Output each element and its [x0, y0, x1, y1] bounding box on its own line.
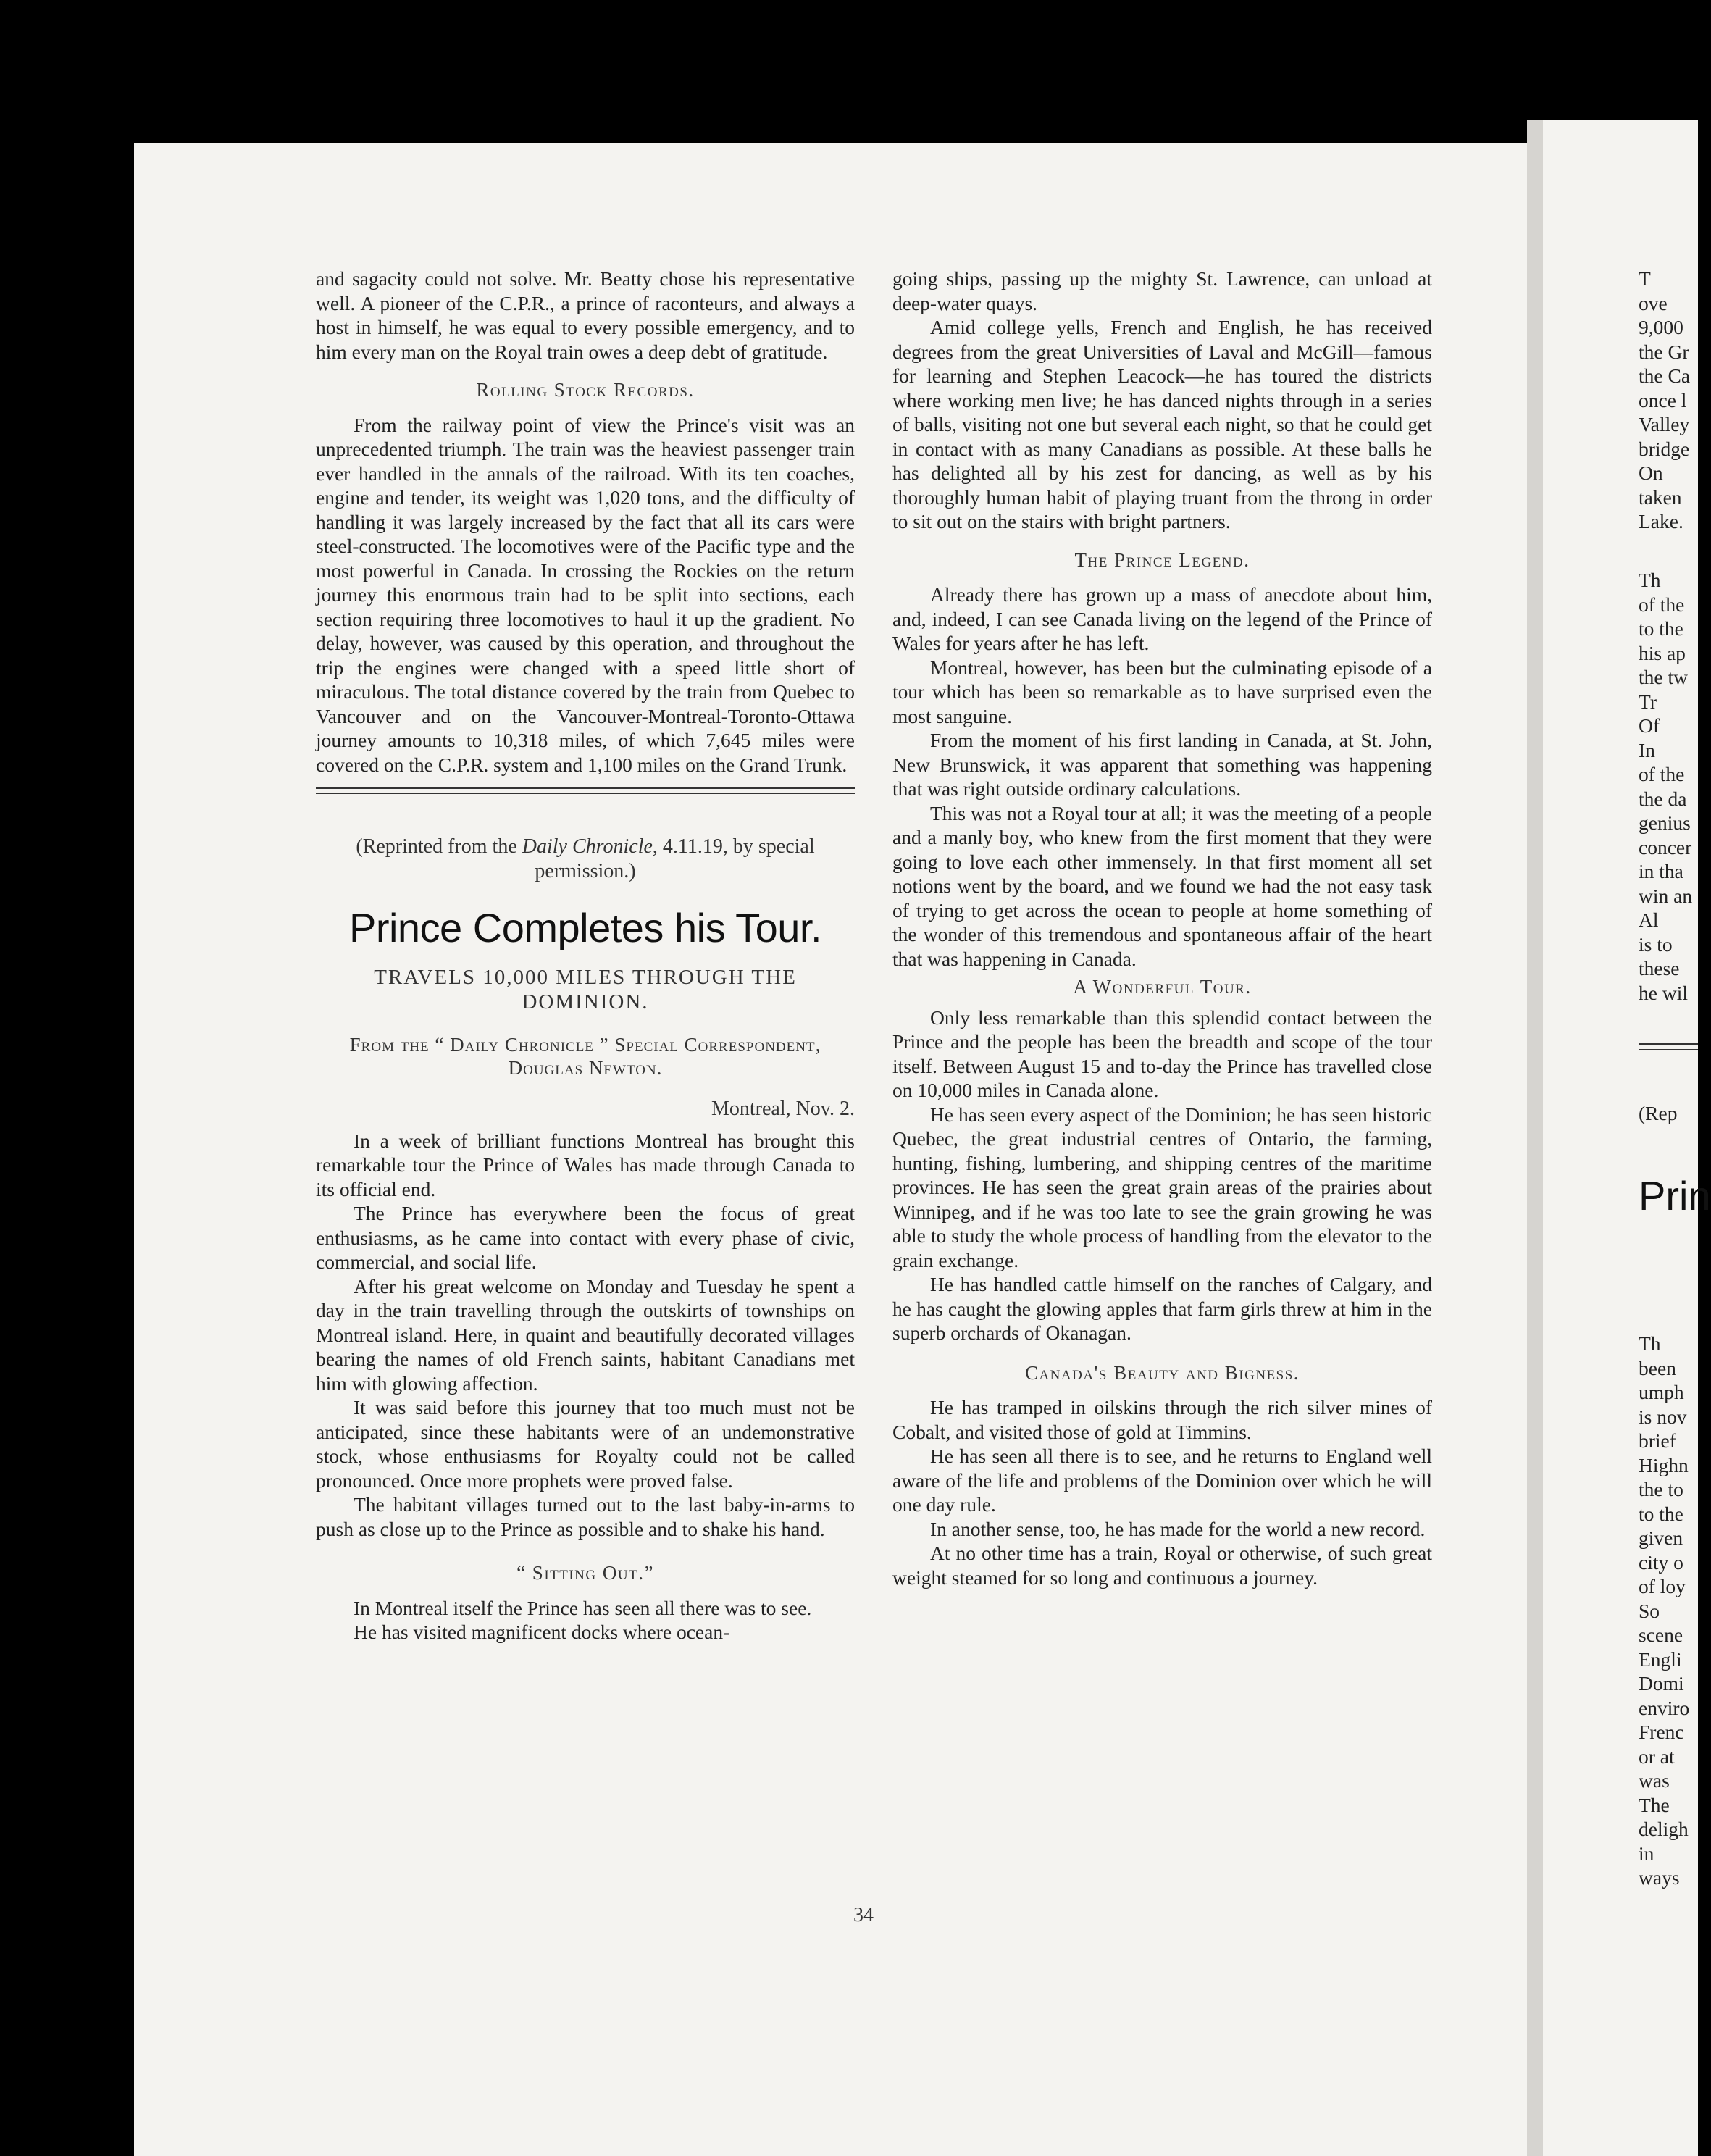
col1-sitting-text	[316, 1596, 855, 1645]
paragraph: He has seen all there is to see, and he returns to England well aware of the life and problems of the Dominion over which he will one day rule.	[892, 1445, 1432, 1516]
fragment-line: taken	[1639, 485, 1682, 509]
fragment-line: once l	[1639, 388, 1687, 411]
paragraph: He has seen every aspect of the Dominion; he has seen historic Quebec, the great industrial centres of Ontario, the farming, hunting, fishing, lumbering, and shipping centres of the maritime provinces. He has seen the great grain areas of the prairies about Winnipeg, and if he was too late to see the grain growing he was able to study the whole process of handling from the elevator to the grain exchange.	[892, 1103, 1432, 1271]
paragraph: From the railway point of view the Prince's visit was an unprecedented triumph. The train was the heaviest passenger train ever handled in the annals of the railroad. With its ten coaches, engine and tender, its weight was 1,020 tons, and the difficulty of handling it was largely increased by the fact that all its cars were steel-constructed. The locomotives were of the Pacific type and the most powerful in Canada. In crossing the Rockies on the return journey this enormous train had to be split into sections, each section requiring three locomotives to haul it up the gradient. No delay, however, was caused by this operation, and throughout the trip the engines were changed with a speed little short of miraculous. The total distance covered by the train from Quebec to Vancouver and on the Vancouver-Montreal-Toronto-Ottawa journey amounts to 10,318 miles, of which 7,645 miles were covered on the C.P.R. system and 1,100 miles on the Grand Trunk.	[316, 413, 855, 776]
fragment-line: Of	[1639, 714, 1660, 737]
subheading-sitting-out: “ Sitting Out.”	[516, 1562, 654, 1584]
fragment-line: enviro	[1639, 1696, 1690, 1719]
fragment-line: concer	[1639, 835, 1692, 858]
fragment-line: T	[1639, 267, 1651, 290]
paragraph: In Montreal itself the Prince has seen all there was to see.	[354, 1596, 812, 1619]
fragment-line: the da	[1639, 787, 1687, 810]
fragment-line: these	[1639, 957, 1680, 979]
fragment-line: been	[1639, 1356, 1676, 1379]
col1-article-text	[316, 1129, 855, 1542]
column-2	[892, 267, 1432, 1589]
paragraph: Amid college yells, French and English, he has received degrees from the great Universities of Laval and McGill—famous for learning and Stephen Leacock—he has toured the districts where working men live; he has danced nights through in a series of balls, visiting not one but several each night, so that he could get in contact with as many Canadians as possible. At these balls he has delighted all by his zest for dancing, as well as by his thoroughly human habit of playing truant from the throng in order to sit out on the stairs with bright partners.	[892, 316, 1432, 532]
col1-top-text	[316, 267, 855, 364]
right-fragment-c	[1639, 1332, 1689, 1890]
paragraph: He has visited magnificent docks where ocean-	[354, 1621, 730, 1643]
fragment-line: So	[1639, 1599, 1660, 1622]
fragment-line: of loy	[1639, 1575, 1686, 1597]
page-number: 34	[853, 1904, 874, 1926]
fragment-line: given	[1639, 1526, 1683, 1549]
paragraph: The Prince has everywhere been the focus of great enthusiasms, as he came into contact with every phase of civic, commercial, and social life.	[316, 1202, 855, 1273]
fragment-line: he wil	[1639, 981, 1688, 1004]
fragment-line: the to	[1639, 1478, 1683, 1500]
fragment-line: of the	[1639, 593, 1685, 616]
fragment-line: Lake.	[1639, 510, 1683, 532]
fragment-line: to the	[1639, 617, 1683, 640]
fragment-line: Domi	[1639, 1672, 1684, 1695]
fragment-line: umph	[1639, 1381, 1684, 1403]
col2-legend-text	[892, 582, 1432, 971]
paragraph: Montreal, however, has been but the culminating episode of a tour which has been so remarkable as to have surprised even the most sanguine.	[892, 656, 1432, 727]
col2-top-text	[892, 267, 1432, 534]
col1-rolling-text	[316, 413, 855, 777]
fragment-line: Al	[1639, 908, 1659, 931]
fragment-line: In	[1639, 738, 1655, 761]
paragraph: This was not a Royal tour at all; it was the meeting of a people and a manly boy, who knew from the first moment that they were going to love each other immensely. In that first moment all set notions went by the board, and we found we had the not easy task of trying to get across the ocean to people at home something of the wonder of this tremendous and spontaneous affair of the heart that was happening in Canada.	[892, 801, 1432, 970]
fragment-line: is to	[1639, 932, 1673, 956]
paragraph: After his great welcome on Monday and Tuesday he spent a day in the train travelling through the outskirts of townships on Montreal island. Here, in quaint and beautifully decorated villages bearing the names of old French saints, habitant Canadians met him with glowing affection.	[316, 1274, 855, 1395]
fragment-line: the Ca	[1639, 364, 1691, 387]
article-deck: TRAVELS 10,000 MILES THROUGH THE DOMINION.	[374, 966, 797, 1014]
fragment-line: win an	[1639, 884, 1693, 907]
fragment-line: deligh	[1639, 1818, 1689, 1840]
fragment-line: Tr	[1639, 690, 1657, 713]
fragment-line: of the	[1639, 763, 1685, 785]
paragraph: He has tramped in oilskins through the rich silver mines of Cobalt, and visited those of gold at Timmins.	[892, 1396, 1432, 1443]
fragment-line: On	[1639, 461, 1663, 484]
subheading-rolling-stock: Rolling Stock Records.	[476, 379, 695, 401]
column-1	[316, 267, 855, 1645]
reprint-paper-name: Daily Chronicle	[522, 835, 653, 858]
fragment-line: brief	[1639, 1429, 1676, 1452]
fragment-line: Valley	[1639, 413, 1690, 435]
fragment-line: scene	[1639, 1624, 1683, 1646]
right-reprint-fragment: (Rep	[1639, 1102, 1678, 1124]
paragraph: From the moment of his first landing in Canada, at St. John, New Brunswick, it was apparent that something was happening that was right outside ordinary calculations.	[892, 729, 1432, 800]
fragment-line: is nov	[1639, 1405, 1687, 1428]
paragraph: In a week of brilliant functions Montreal has brought this remarkable tour the Prince of Wales has made through Canada to its official end.	[316, 1129, 855, 1200]
fragment-line: his ap	[1639, 641, 1686, 664]
right-fragment-a	[1639, 267, 1690, 534]
paragraph: The habitant villages turned out to the last baby-in-arms to push as close up to the Prince as possible and to shake his hand.	[316, 1493, 855, 1540]
fragment-line: Engli	[1639, 1647, 1682, 1671]
paragraph: Already there has grown up a mass of anecdote about him, and, indeed, I can see Canada living on the legend of the Prince of Wales for years after he has left.	[892, 583, 1432, 654]
fragment-line: in tha	[1639, 860, 1683, 882]
fragment-line: was	[1639, 1769, 1670, 1792]
fragment-line: Th	[1639, 1332, 1661, 1355]
article-byline: From the “ Daily Chronicle ” Special Correspondent, Douglas Newton.	[349, 1034, 821, 1079]
double-rule-top	[316, 787, 855, 789]
fragment-line: to the	[1639, 1502, 1683, 1525]
fragment-line: Frenc	[1639, 1721, 1684, 1743]
fragment-line: or at	[1639, 1745, 1675, 1768]
subheading-wonderful-tour: A Wonderful Tour.	[1073, 976, 1252, 998]
fragment-line: bridge	[1639, 437, 1690, 460]
fragment-line: the tw	[1639, 666, 1688, 688]
fragment-line: genius	[1639, 811, 1691, 834]
paragraph: It was said before this journey that too much must not be anticipated, since these habitants were of an undemonstrative stock, whose enthusiasms for Royalty could not be called pronounced. Once more prophets were proved false.	[316, 1396, 855, 1492]
reprint-note-prefix: (Reprinted from the	[356, 835, 522, 858]
col2-wonderful-text	[892, 1006, 1432, 1345]
paragraph: At no other time has a train, Royal or otherwise, of such great weight steamed for so long and continuous a journey.	[892, 1542, 1432, 1589]
double-rule-bottom	[316, 793, 855, 794]
paragraph: and sagacity could not solve. Mr. Beatty chose his representative well. A pioneer of the C.P.R., a prince of raconteurs, and always a host in himself, he was equal to every possible emergency, and to him every man on the Royal train owes a deep debt of gratitude.	[316, 267, 855, 363]
fragment-line: The	[1639, 1793, 1670, 1816]
article-dateline: Montreal, Nov. 2.	[711, 1098, 855, 1120]
fragment-line: ways	[1639, 1866, 1680, 1889]
subheading-canada-beauty: Canada's Beauty and Bigness.	[1024, 1361, 1300, 1384]
paragraph: Only less remarkable than this splendid contact between the Prince and the people has been the breadth and scope of the tour itself. Between August 15 and to-day the Prince has travelled close on 10,000 miles in Canada alone.	[892, 1006, 1432, 1101]
fragment-line: in	[1639, 1842, 1654, 1865]
article-headline: Prince Completes his Tour.	[348, 905, 822, 950]
paragraph: He has handled cattle himself on the ranches of Calgary, and he has caught the glowing apples that farm girls threw at him in the superb orchards of Okanagan.	[892, 1273, 1432, 1344]
reprint-note-suffix: , 4.11.19, by special permission.)	[535, 835, 815, 882]
fragment-line: 9,000	[1639, 316, 1683, 338]
right-fragment-b	[1639, 568, 1692, 1005]
fragment-line: Th	[1639, 569, 1661, 591]
col2-beauty-text	[892, 1395, 1432, 1589]
subheading-prince-legend: The Prince Legend.	[1074, 548, 1250, 571]
right-headline-fragment: Prin	[1639, 1173, 1711, 1219]
fragment-line: ove	[1639, 291, 1668, 314]
book-gutter	[1527, 120, 1543, 2156]
fragment-line: city o	[1639, 1550, 1683, 1574]
fragment-line: the Gr	[1639, 340, 1689, 363]
fragment-line: Highn	[1639, 1453, 1689, 1476]
paragraph: going ships, passing up the mighty St. Lawrence, can unload at deep-water quays.	[892, 267, 1432, 314]
right-double-rule	[1639, 1043, 1698, 1050]
reprint-note	[316, 835, 855, 884]
paragraph: In another sense, too, he has made for the world a new record.	[930, 1517, 1426, 1540]
